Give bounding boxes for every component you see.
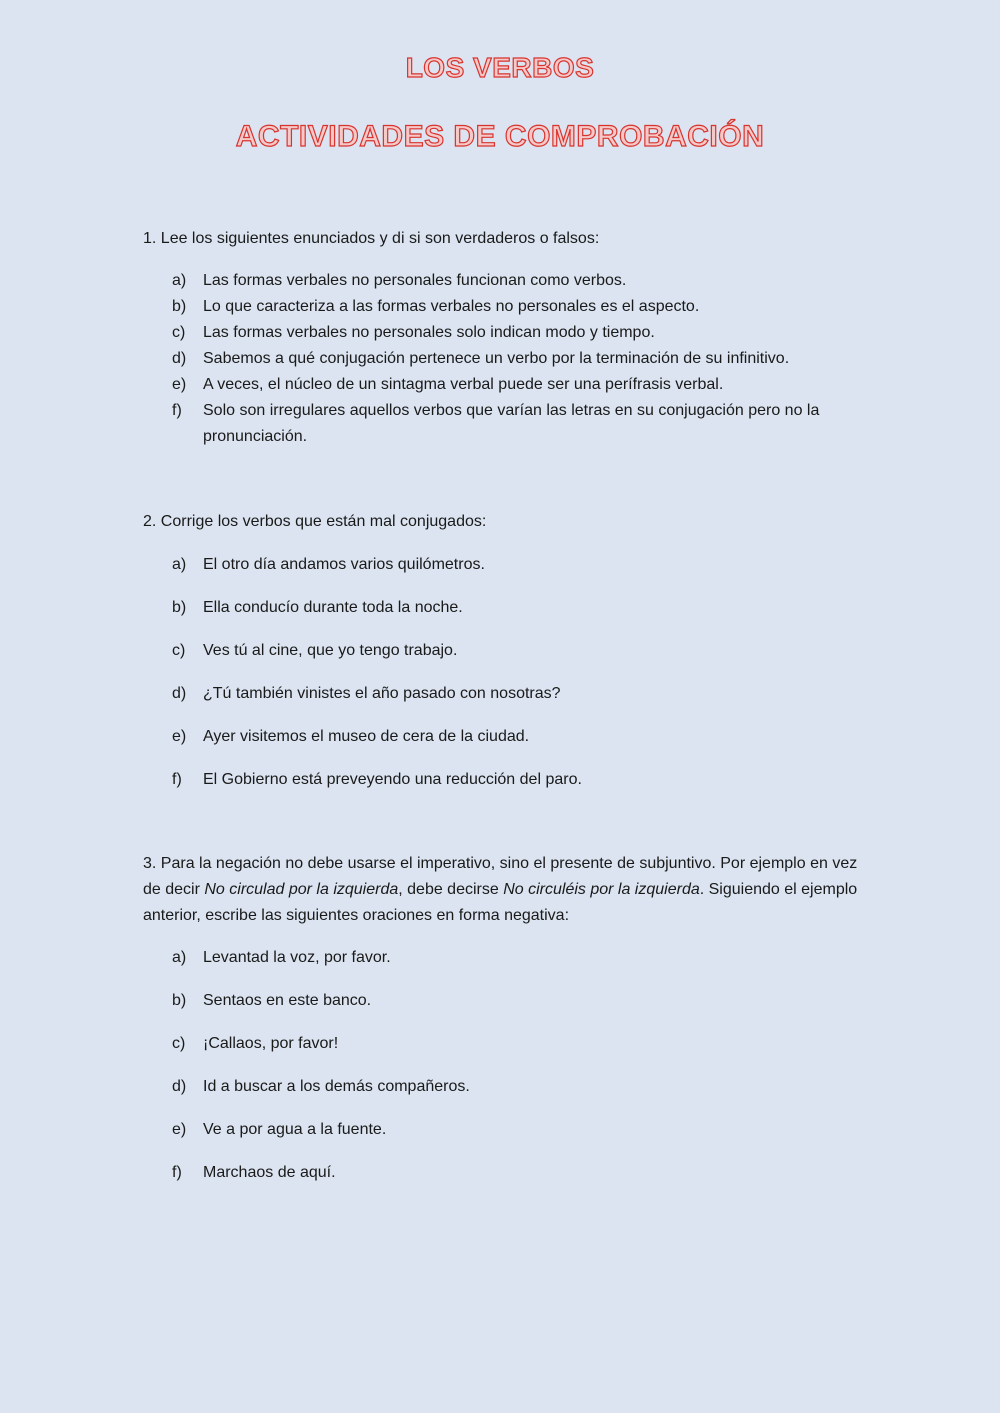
question-3-intro-c: . Siguiendo el ejemplo anterior, escribe las siguientes oraciones en forma negativa: xyxy=(143,881,858,924)
item-label: f) xyxy=(172,402,182,419)
item-text: Ayer visitemos el museo de cera de la ciudad. xyxy=(203,728,530,745)
page-subtitle: ACTIVIDADES DE COMPROBACIÓN xyxy=(235,120,765,153)
item-text: Id a buscar a los demás compañeros. xyxy=(203,1078,470,1095)
item-label: f) xyxy=(172,771,182,788)
question-1-list xyxy=(172,268,862,450)
question-3-heading xyxy=(143,851,858,929)
item-text: Las formas verbales no personales solo indican modo y tiempo. xyxy=(203,324,655,341)
list-item xyxy=(172,1160,862,1186)
list-item xyxy=(172,372,862,398)
item-text: Solo son irregulares aquellos verbos que varían las letras en su conjugación pero no la pronunciación. xyxy=(203,402,820,445)
list-item xyxy=(172,767,862,793)
list-item xyxy=(172,294,862,320)
item-text: El Gobierno está preveyendo una reducción del paro. xyxy=(203,771,582,788)
item-text: Ve a por agua a la fuente. xyxy=(203,1121,387,1138)
item-label: b) xyxy=(172,992,187,1009)
item-label: e) xyxy=(172,1121,187,1138)
list-item xyxy=(172,1031,862,1057)
item-text: Sabemos a qué conjugación pertenece un verbo por la terminación de su infinitivo. xyxy=(203,350,790,367)
item-text: Las formas verbales no personales funcionan como verbos. xyxy=(203,272,627,289)
item-text: Ella conducío durante toda la noche. xyxy=(203,599,463,616)
list-item xyxy=(172,724,862,750)
item-text: Marchaos de aquí. xyxy=(203,1164,336,1181)
item-text: Lo que caracteriza a las formas verbales no personales es el aspecto. xyxy=(203,298,700,315)
question-2-heading: 2. Corrige los verbos que están mal conjugados: xyxy=(143,513,487,530)
list-item xyxy=(172,1117,862,1143)
list-item xyxy=(172,1074,862,1100)
item-label: a) xyxy=(172,949,187,966)
question-3-example-1: No circulad por la izquierda xyxy=(204,881,399,898)
list-item xyxy=(172,398,862,450)
item-label: d) xyxy=(172,350,187,367)
item-label: c) xyxy=(172,324,186,341)
item-label: d) xyxy=(172,1078,187,1095)
item-label: a) xyxy=(172,272,187,289)
item-label: d) xyxy=(172,685,187,702)
list-item xyxy=(172,945,862,971)
question-3-list xyxy=(172,945,862,1203)
list-item xyxy=(172,638,862,664)
item-text: ¡Callaos, por favor! xyxy=(203,1035,339,1052)
list-item xyxy=(172,346,862,372)
item-label: c) xyxy=(172,642,186,659)
list-item xyxy=(172,268,862,294)
item-text: ¿Tú también vinistes el año pasado con nosotras? xyxy=(203,685,561,702)
item-text: El otro día andamos varios quilómetros. xyxy=(203,556,485,573)
question-3-intro-b: , debe decirse xyxy=(398,881,504,898)
question-2-list xyxy=(172,552,862,810)
item-text: Levantad la voz, por favor. xyxy=(203,949,391,966)
item-label: a) xyxy=(172,556,187,573)
list-item xyxy=(172,320,862,346)
list-item xyxy=(172,552,862,578)
list-item xyxy=(172,595,862,621)
item-text: A veces, el núcleo de un sintagma verbal puede ser una perífrasis verbal. xyxy=(203,376,724,393)
question-3-example-2: No circuléis por la izquierda xyxy=(503,881,700,898)
item-label: b) xyxy=(172,599,187,616)
question-1-heading: 1. Lee los siguientes enunciados y di si son verdaderos o falsos: xyxy=(143,230,600,247)
item-label: e) xyxy=(172,376,187,393)
list-item xyxy=(172,988,862,1014)
item-label: e) xyxy=(172,728,187,745)
item-text: Ves tú al cine, que yo tengo trabajo. xyxy=(203,642,458,659)
item-label: b) xyxy=(172,298,187,315)
item-label: c) xyxy=(172,1035,186,1052)
page-title: LOS VERBOS xyxy=(405,52,595,83)
item-text: Sentaos en este banco. xyxy=(203,992,372,1009)
question-3-intro-a: 3. Para la negación no debe usarse el imperativo, sino el presente de subjuntivo. Por ejemplo en vez de decir xyxy=(143,855,858,898)
list-item xyxy=(172,681,862,707)
item-label: f) xyxy=(172,1164,182,1181)
